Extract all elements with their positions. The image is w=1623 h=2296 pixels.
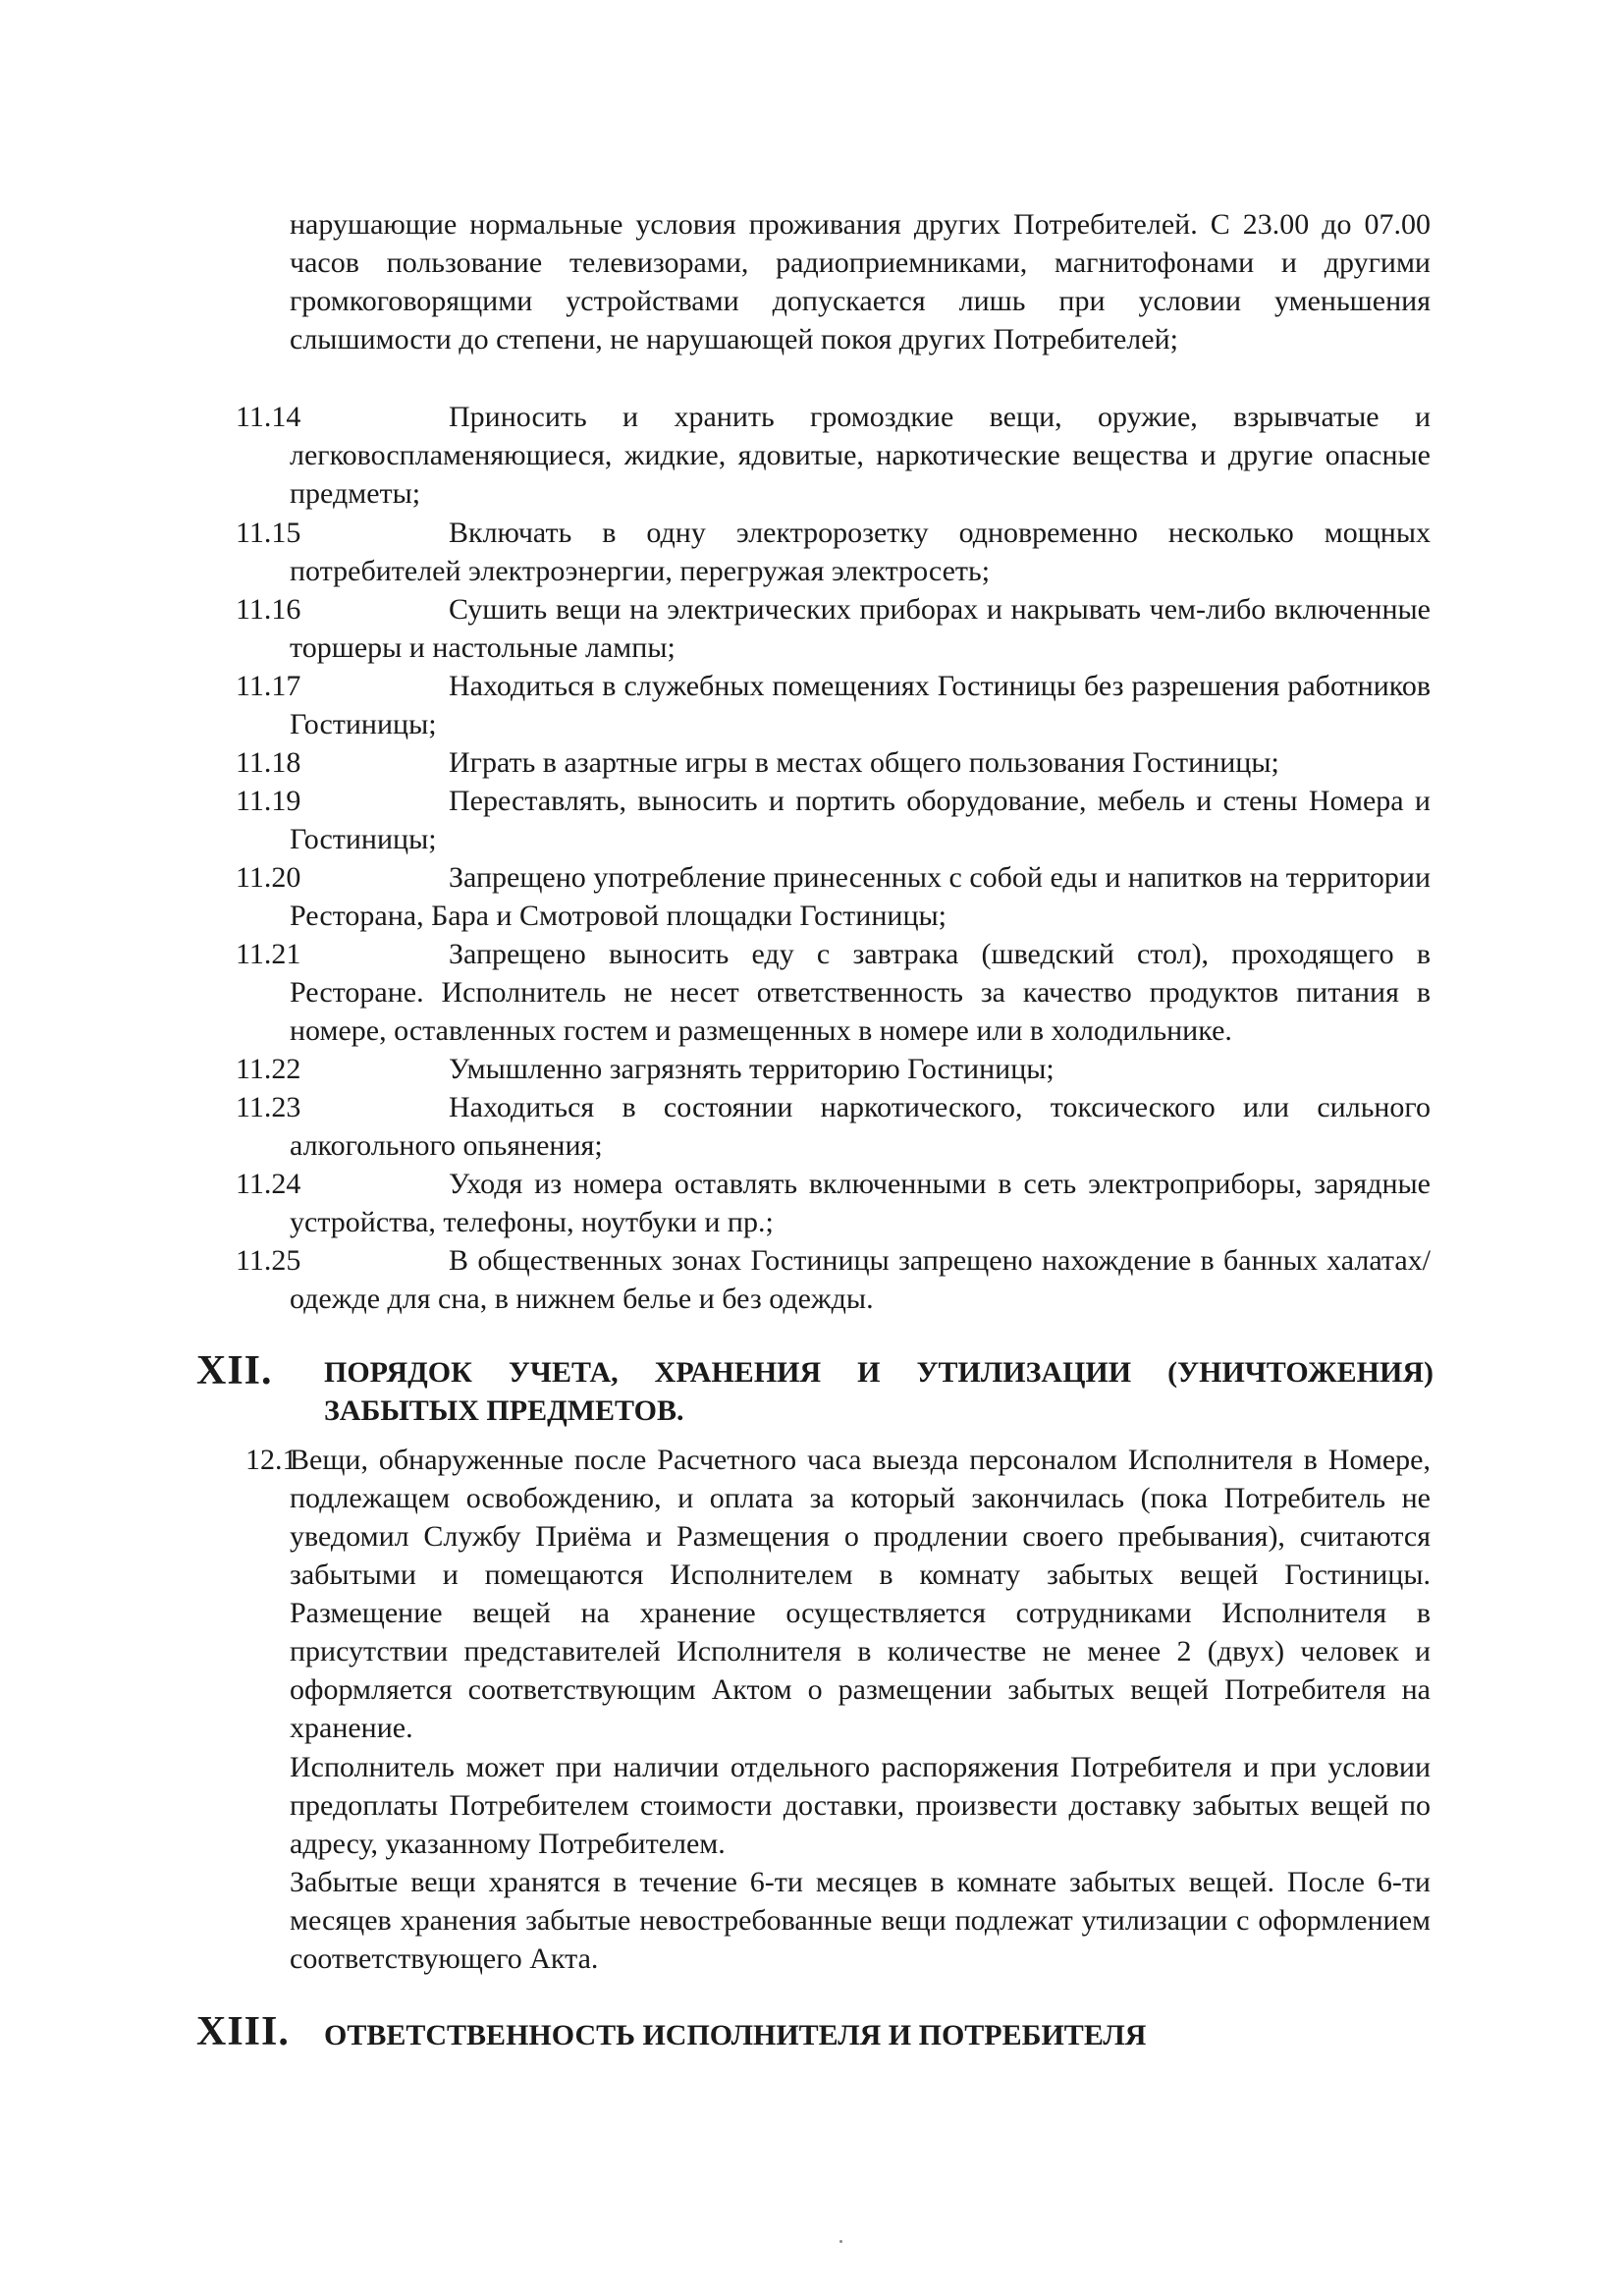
section-number: XIII.: [196, 2009, 290, 2054]
item-text: Умышленно загрязнять территорию Гостиницы;: [449, 1053, 1055, 1085]
scan-speck: [839, 2240, 842, 2243]
section-title: ПОРЯДОК УЧЕТА, ХРАНЕНИЯ И УТИЛИЗАЦИИ (УНИЧТОЖЕНИЯ) ЗАБЫТЫХ ПРЕДМЕТОВ.: [324, 1356, 1434, 1427]
item-text: Переставлять, выносить и портить оборудование, мебель и стены Номера и Гостиницы;: [290, 785, 1431, 855]
item-number: 11.22: [236, 1053, 301, 1085]
item-number: 11.15: [236, 517, 301, 549]
list-item-11-20: [236, 858, 1431, 935]
item-number: 11.17: [236, 670, 301, 702]
item-number: 12.1: [245, 1444, 298, 1476]
item-number: 11.16: [236, 593, 301, 626]
item-text: В общественных зонах Гостиницы запрещено нахождение в банных халатах/одежде для сна, в нижнем белье и без одежды.: [290, 1244, 1431, 1315]
item-text: Сушить вещи на электрических приборах и накрывать чем-либо включенные торшеры и настольные лампы;: [290, 593, 1431, 664]
paragraph-storage: Забытые вещи хранятся в течение 6-ти месяцев в комнате забытых вещей. После 6-ти месяцев хранения забытые невостребованные вещи подлежат утилизации с оформлением соответствующего Акта.: [290, 1866, 1431, 1975]
section-title: ОТВЕТСТВЕННОСТЬ ИСПОЛНИТЕЛЯ И ПОТРЕБИТЕЛЯ: [324, 2019, 1147, 2051]
section-xiii-heading: [196, 2010, 1434, 2059]
continuation-paragraph: нарушающие нормальные условия проживания других Потребителей. С 23.00 до 07.00 часов пользование телевизорами, радиоприемниками, магнитофонами и другими громкоговорящими устройствами допускается лишь при условии уменьшения слышимости до степени, не нарушающей покоя других Потребителей;: [290, 208, 1431, 355]
item-text: Включать в одну электророзетку одновременно несколько мощных потребителей электроэнергии, перегружая электросеть;: [290, 517, 1431, 587]
list-item-11-19: [236, 782, 1431, 858]
item-text: Находиться в состоянии наркотического, токсического или сильного алкогольного опьянения;: [290, 1091, 1431, 1162]
item-text: Находиться в служебных помещениях Гостиницы без разрешения работников Гостиницы;: [290, 670, 1431, 740]
item-text: Уходя из номера оставлять включенными в сеть электроприборы, зарядные устройства, телефоны, ноутбуки и пр.;: [290, 1168, 1431, 1238]
list-item-11-17: [236, 667, 1431, 743]
item-number: 11.19: [236, 785, 301, 817]
item-number: 11.23: [236, 1091, 301, 1123]
item-text: Запрещено выносить еду с завтрака (шведский стол), проходящего в Ресторане. Исполнитель не несет ответственность за качество продуктов питания в номере, оставленных гостем и размещенных в номере или в холодильнике.: [290, 938, 1431, 1047]
section-xii-heading: [196, 1349, 1434, 1438]
item-number: 11.21: [236, 938, 301, 970]
item-number: 11.25: [236, 1244, 301, 1277]
section-number: XII.: [196, 1348, 273, 1394]
item-number: 11.24: [236, 1168, 301, 1200]
list-item-11-24: [236, 1165, 1431, 1241]
item-text: Приносить и хранить громоздкие вещи, оружие, взрывчатые и легковоспламеняющиеся, жидкие, ядовитые, наркотические вещества и другие опасные предметы;: [290, 401, 1431, 510]
list-item-11-18: [236, 743, 1431, 782]
item-number: 11.20: [236, 861, 301, 894]
list-item-11-25: [236, 1241, 1431, 1318]
item-text: Вещи, обнаруженные после Расчетного часа выезда персоналом Исполнителя в Номере, подлежащем освобождению, и оплата за который закончилась (пока Потребитель не уведомил Службу Приёма и Размещения о продлении своего пребывания), считаются забытыми и помещаются Исполнителем в комнату забытых вещей Гостиницы. Размещение вещей на хранение осуществляется сотрудниками Исполнителя в присутствии представителей Исполнителя в количестве не менее 2 (двух) человек и оформляется соответствующим Актом о размещении забытых вещей Потребителя на хранение.: [290, 1444, 1431, 1744]
list-item-11-14: [236, 398, 1431, 513]
item-number: 11.14: [236, 401, 301, 433]
item-text: Запрещено употребление принесенных с собой еды и напитков на территории Ресторана, Бара и Смотровой площадки Гостиницы;: [290, 861, 1431, 932]
list-item-12-1: [245, 1441, 1431, 1747]
list-item-11-15: [236, 514, 1431, 590]
paragraph-delivery: Исполнитель может при наличии отдельного распоряжения Потребителя и при условии предоплаты Потребителем стоимости доставки, произвести доставку забытых вещей по адресу, указанному Потребителем.: [290, 1751, 1431, 1860]
list-item-11-23: [236, 1088, 1431, 1165]
list-item-11-22: [236, 1050, 1431, 1088]
item-text: Играть в азартные игры в местах общего пользования Гостиницы;: [449, 746, 1279, 779]
list-item-11-21: [236, 935, 1431, 1050]
item-number: 11.18: [236, 746, 301, 779]
list-item-11-16: [236, 590, 1431, 667]
